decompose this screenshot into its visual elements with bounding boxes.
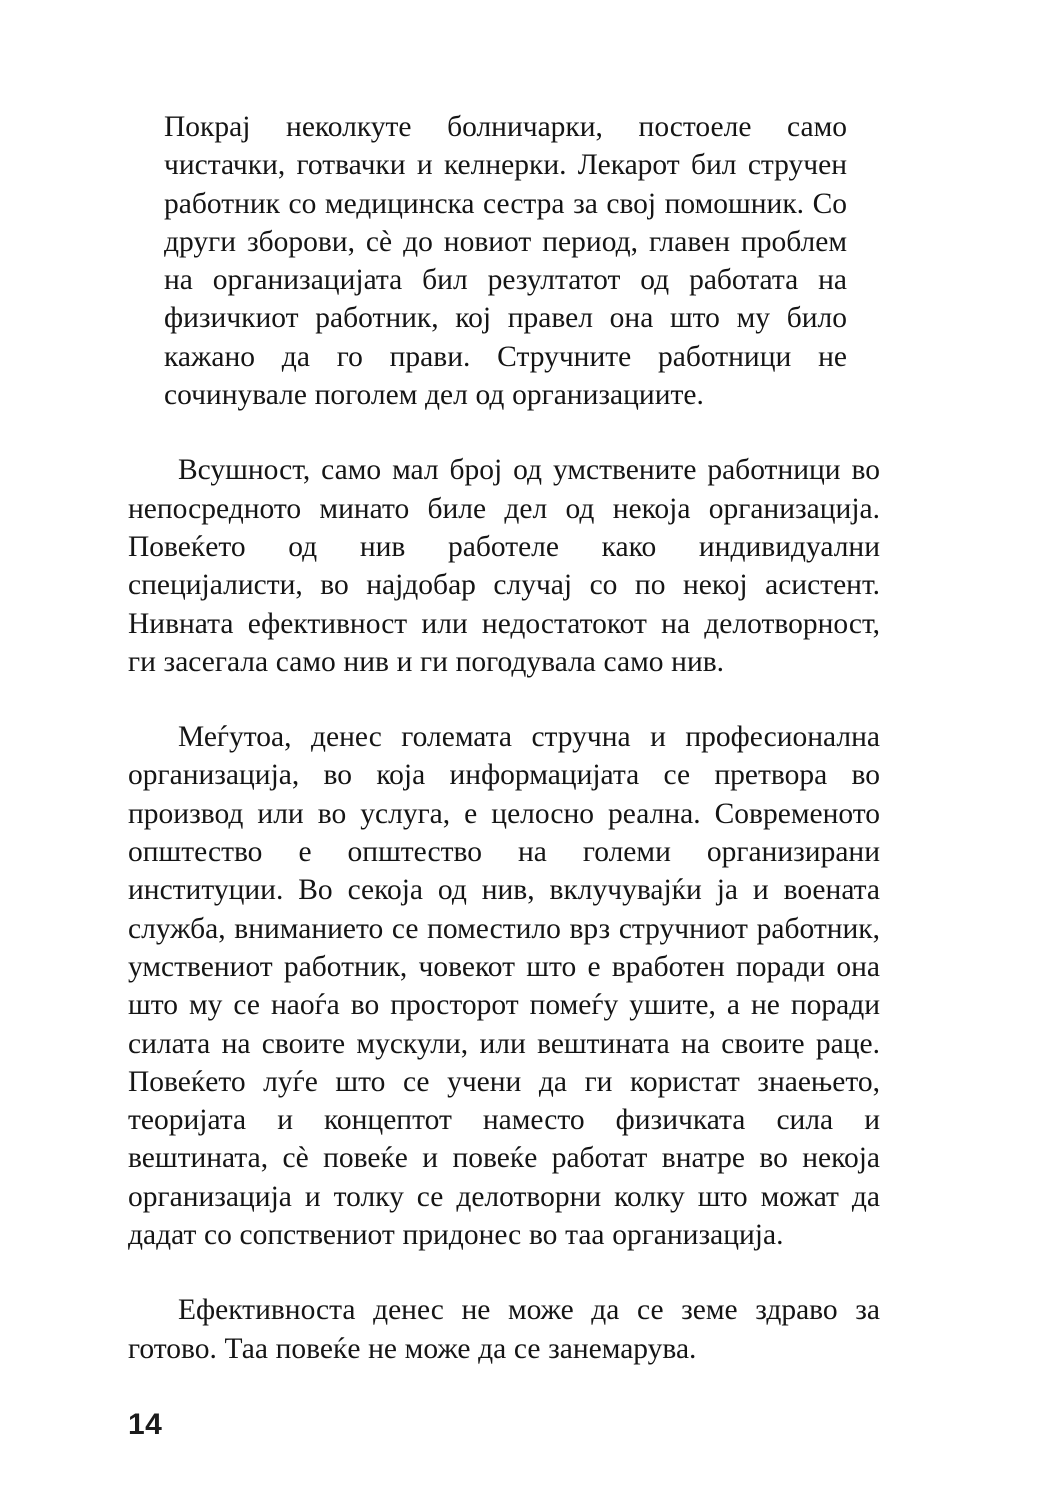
text-column xyxy=(128,108,880,1368)
paragraph-2: Всушност, само мал број од умствените работници во непосредното минато биле дел од некоја организација. Повеќето од нив работеле како индивидуални специјалисти, во најдобар случај со по некој асистент. Нивната ефективност или недостатокот на делотворност, ги засегала само нив и ги погодувала само нив. xyxy=(128,454,880,678)
paragraph-3: Меѓутоа, денес големата стручна и професионална организација, во која информацијата се претвора во производ или во услуга, е целосно реална. Современото општество е општество на големи организирани институции. Во секоја од нив, вклучувајќи ја и воената служба, вниманието се поместило врз стручниот работник, умствениот работник, човекот што е вработен поради она што му се наоѓа во просторот помеѓу ушите, а не поради силата на своите мускули, или вештината на своите раце. Повеќето луѓе што се учени да ги користат знаењето, теоријата и концептот наместо физичката сила и вештината, сѐ повеќе и повеќе работат внатре во некоја организација и толку се делотворни колку што можат да дадат со сопствениот придонес во таа организација. xyxy=(128,721,880,1252)
paragraph-spacer xyxy=(128,1254,880,1291)
paragraph-spacer xyxy=(128,414,880,451)
page-number: 14 xyxy=(128,1408,163,1441)
paragraph-spacer xyxy=(128,681,880,718)
paragraph-1: Покрај неколкуте болничарки, постоеле само чистачки, готвачки и келнерки. Лекарот бил стручен работник со медицинска сестра за свој помошник. Со други зборови, сѐ до новиот период, главен проблем на организацијата бил резултатот од работата на физичкиот работник, кој правел она што му било кажано да го прави. Стручните работници не сочинувале поголем дел од организациите. xyxy=(164,111,847,412)
paragraph-4: Ефективноста денес не може да се земе здраво за готово. Таа повеќе не може да се занемарува. xyxy=(128,1294,880,1365)
